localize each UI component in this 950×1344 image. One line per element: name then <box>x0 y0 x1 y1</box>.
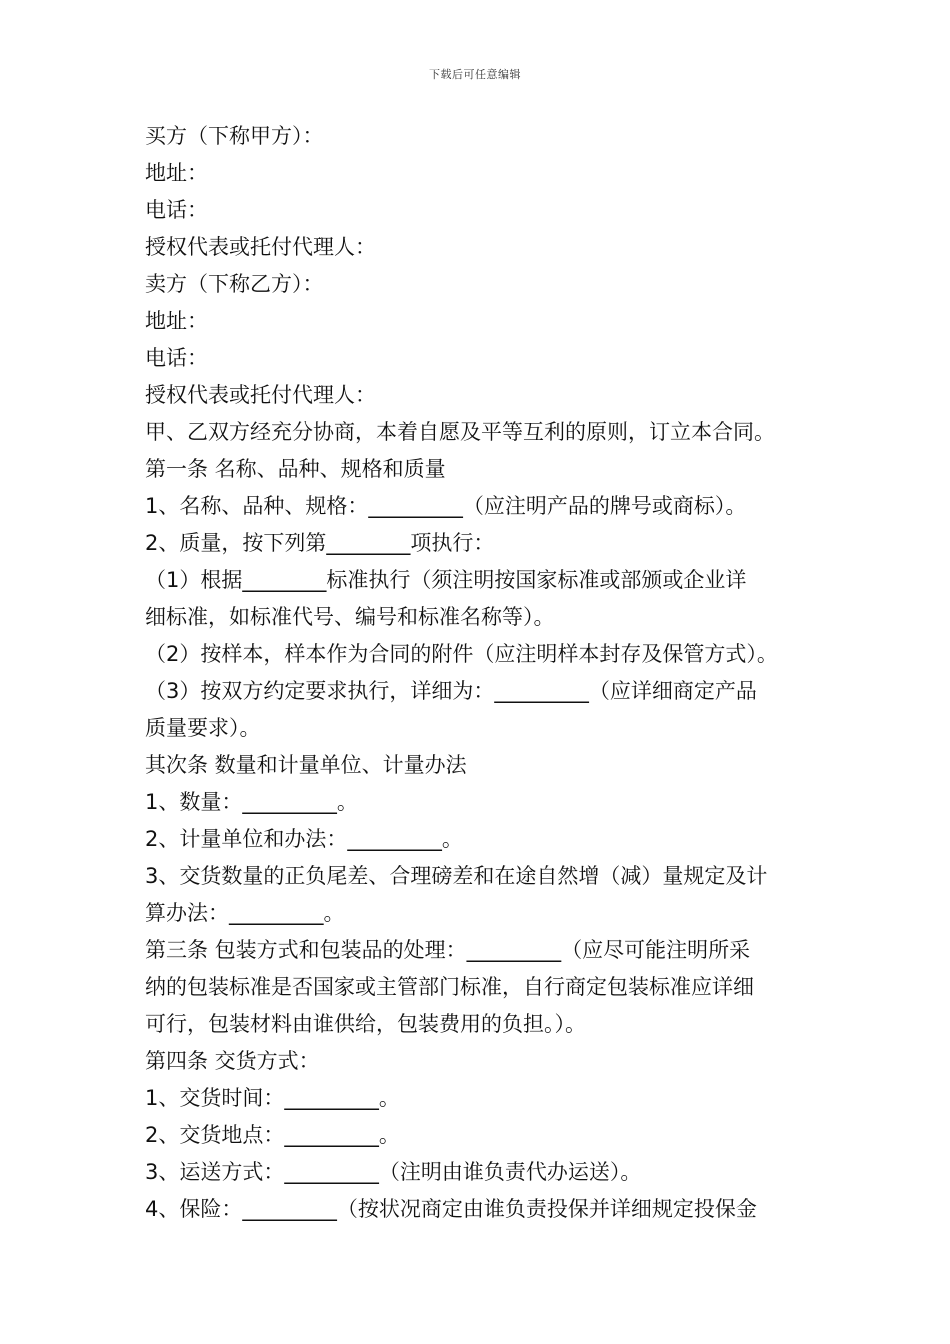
article-1-sub-2: （2）按样本，样本作为合同的附件（应注明样本封存及保管方式）。 <box>145 642 778 666</box>
seller-phone-line: 电话： <box>145 346 208 370</box>
buyer-phone-line: 电话： <box>145 198 208 222</box>
article-1-item-1: 1、名称、品种、规格：_________（应注明产品的牌号或商标）。 <box>145 494 747 518</box>
seller-line: 卖方（下称乙方）： <box>145 272 324 296</box>
article-4-item-1: 1、交货时间：_________。 <box>145 1086 400 1110</box>
article-4-item-4: 4、保险：_________（按状况商定由谁负责投保并详细规定投保金 <box>145 1197 757 1221</box>
article-3-line-1: 第三条 包装方式和包装品的处理：_________（应尽可能注明所采 <box>145 938 751 962</box>
article-4-item-3: 3、运送方式：_________（注明由谁负责代办运送）。 <box>145 1160 642 1184</box>
buyer-agent-line: 授权代表或托付代理人： <box>145 235 376 259</box>
article-4-item-2: 2、交货地点：_________。 <box>145 1123 400 1147</box>
page-header: 下载后可任意编辑 <box>429 68 521 81</box>
article-2-item-2: 2、计量单位和办法：_________。 <box>145 827 463 851</box>
buyer-line: 买方（下称甲方）： <box>145 124 324 148</box>
seller-address-line: 地址： <box>145 309 208 333</box>
seller-agent-line: 授权代表或托付代理人： <box>145 383 376 407</box>
buyer-address-line: 地址： <box>145 161 208 185</box>
article-2-item-1: 1、数量：_________。 <box>145 790 358 814</box>
article-3-line-3: 可行，包装材料由谁供给，包装费用的负担。）。 <box>145 1012 586 1036</box>
article-1-sub-1-cont: 细标准，如标准代号、编号和标准名称等）。 <box>145 605 555 629</box>
article-4-heading: 第四条 交货方式： <box>145 1049 320 1073</box>
article-2-item-3-cont: 算办法：_________。 <box>145 901 345 925</box>
article-1-sub-1: （1）根据________标准执行（须注明按国家标准或部颁或企业详 <box>145 568 747 592</box>
article-1-sub-3-cont: 质量要求）。 <box>145 716 261 740</box>
contract-body <box>145 118 825 1228</box>
article-1-item-2: 2、质量，按下列第________项执行： <box>145 531 495 555</box>
article-2-heading: 其次条 数量和计量单位、计量办法 <box>145 753 467 777</box>
article-2-item-3: 3、交货数量的正负尾差、合理磅差和在途自然增（减）量规定及计 <box>145 864 768 888</box>
article-1-sub-3: （3）按双方约定要求执行，详细为：_________（应详细商定产品 <box>145 679 757 703</box>
article-3-line-2: 纳的包装标准是否国家或主管部门标准，自行商定包装标准应详细 <box>145 975 754 999</box>
article-1-heading: 第一条 名称、品种、规格和质量 <box>145 457 446 481</box>
preamble-line: 甲、乙双方经充分协商，本着自愿及平等互利的原则，订立本合同。 <box>145 420 775 444</box>
